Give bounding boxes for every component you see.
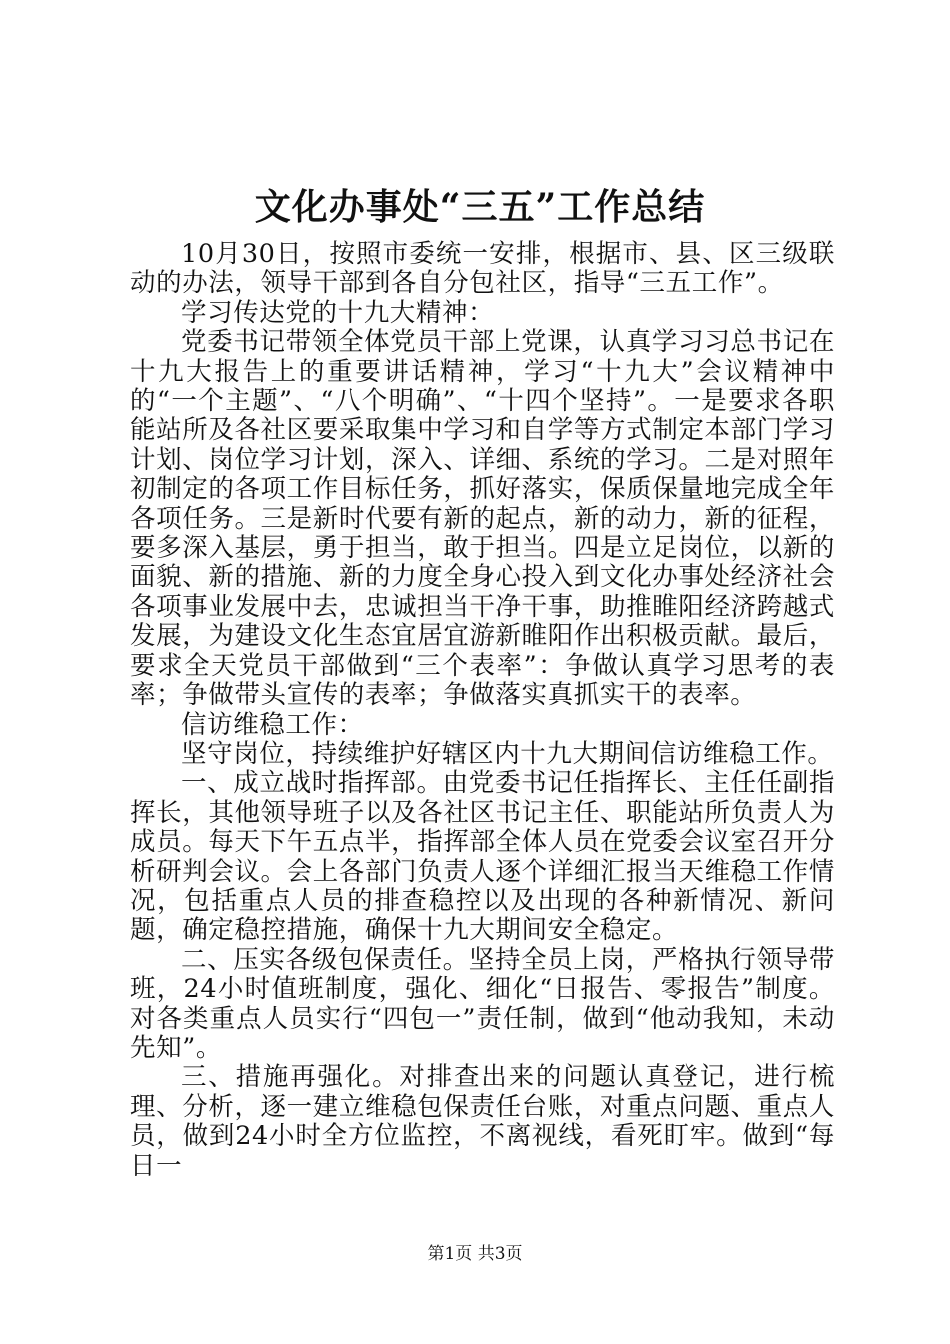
paragraph-item-one: 一、成立战时指挥部。由党委书记任指挥长、主任任副指挥长，其他领导班子以及各社区书记主任、职能站所负责人为成员。每天下午五点半，指挥部全体人员在党委会议室召开分析研判会议。会上各部门负责人逐个详细汇报当天维稳工作情况，包括重点人员的排查稳控以及出现的各种新情况、新问题，确定稳控措施，确保十九大期间安全稳定。 xyxy=(130,768,835,946)
page-number-footer: 第1页 共3页 xyxy=(427,1244,523,1264)
section-heading-study: 学习传达党的十九大精神： xyxy=(181,297,495,328)
document-title: 文化办事处“三五”工作总结 xyxy=(254,186,706,228)
document-body xyxy=(130,240,835,1181)
paragraph-item-three: 三、措施再强化。对排查出来的问题认真登记，进行梳理、分析，逐一建立维稳包保责任台账，对重点问题、重点人员，做到24小时全方位监控，不离视线，看死盯牢。做到“每日一 xyxy=(130,1062,835,1181)
paragraph-petition-intro: 坚守岗位，持续维护好辖区内十九大期间信访维稳工作。 xyxy=(181,738,834,769)
paragraph-intro: 10月30日，按照市委统一安排，根据市、县、区三级联动的办法，领导干部到各自分包社区，指导“三五工作”。 xyxy=(130,239,835,299)
section-heading-petition: 信访维稳工作： xyxy=(181,709,364,740)
paragraph-study: 党委书记带领全体党员干部上党课，认真学习习总书记在十九大报告上的重要讲话精神，学习“十九大”会议精神中的“一个主题”、“八个明确”、“十四个坚持”。一是要求各职能站所及各社区要采取集中学习和自学等方式制定本部门学习计划、岗位学习计划，深入、详细、系统的学习。二是对照年初制定的各项工作目标任务，抓好落实，保质保量地完成全年各项任务。三是新时代要有新的起点，新的动力，新的征程，要多深入基层，勇于担当，敢于担当。四是立足岗位，以新的面貌、新的措施、新的力度全身心投入到文化办事处经济社会各项事业发展中去，忠诚担当干净干事，助推睢阳经济跨越式发展，为建设文化生态宜居宜游新睢阳作出积极贡献。最后，要求全天党员干部做到“三个表率”：争做认真学习思考的表率；争做带头宣传的表率；争做落实真抓实干的表率。 xyxy=(130,327,835,711)
paragraph-item-two: 二、压实各级包保责任。坚持全员上岗，严格执行领导带班，24小时值班制度，强化、细化“日报告、零报告”制度。对各类重点人员实行“四包一”责任制，做到“他动我知，未动先知”。 xyxy=(130,944,835,1063)
